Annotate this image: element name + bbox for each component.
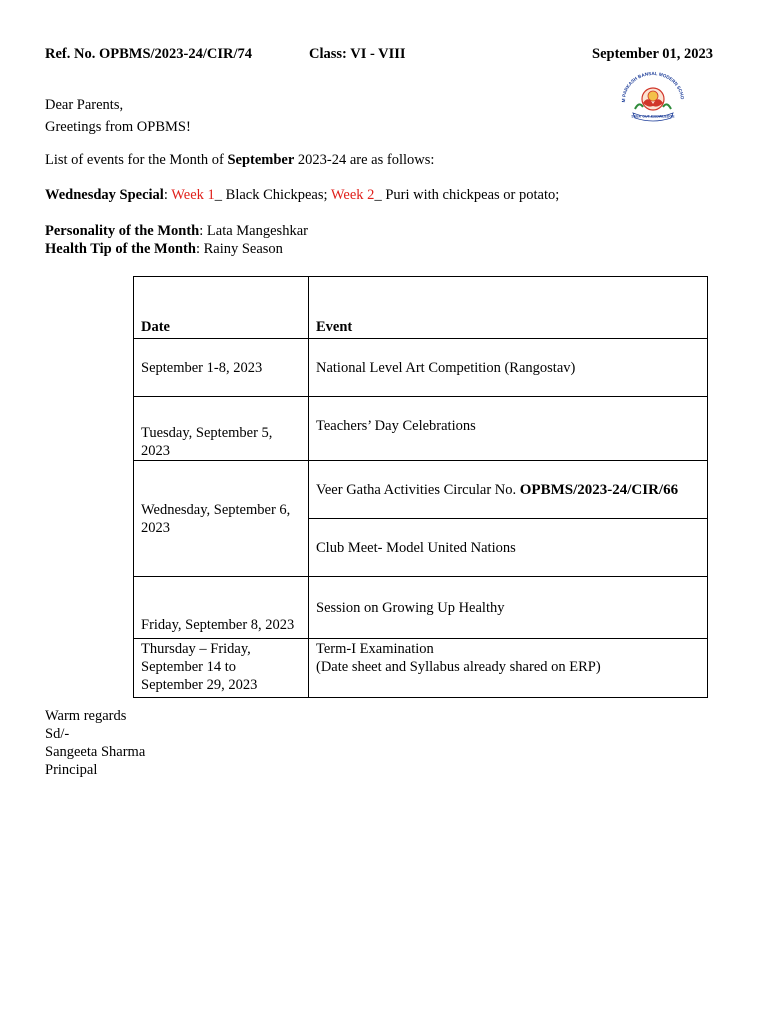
event-name: Teachers’ Day Celebrations bbox=[309, 397, 708, 461]
closing-regards: Warm regards bbox=[45, 708, 127, 724]
personality-line bbox=[45, 223, 308, 240]
date-column-header: Date bbox=[134, 277, 309, 339]
event-note: (Date sheet and Syllabus already shared on ERP) bbox=[316, 659, 601, 675]
week2-text: _ Puri with chickpeas or potato; bbox=[374, 187, 560, 203]
event-column-header: Event bbox=[309, 277, 708, 339]
wednesday-special-label: Wednesday Special bbox=[45, 187, 164, 203]
intro-suffix: 2023-24 are as follows: bbox=[294, 152, 435, 168]
circular-number: OPBMS/2023-24/CIR/66 bbox=[519, 481, 679, 498]
personality-label: Personality of the Month bbox=[45, 223, 200, 239]
table-row bbox=[134, 461, 708, 519]
greeting-line: Greetings from OPBMS! bbox=[45, 119, 191, 135]
event-name-prefix: Veer Gatha Activities Circular No. bbox=[316, 481, 520, 498]
health-tip-line bbox=[45, 241, 283, 258]
table-row bbox=[134, 397, 708, 461]
week1-label: Week 1 bbox=[171, 187, 215, 203]
crest-ribbon-text: SEEK OUT KNOWLEDGE bbox=[631, 114, 675, 119]
closing-signed: Sd/- bbox=[45, 726, 70, 742]
circular-date: September 01, 2023 bbox=[592, 46, 713, 62]
principal-name: Sangeeta Sharma bbox=[45, 744, 146, 760]
class-range: Class: VI - VIII bbox=[309, 46, 406, 62]
crest-arc-text: M PARKASH BANSAL MODERN SCHO bbox=[620, 71, 685, 103]
table-row bbox=[134, 577, 708, 639]
event-name: Session on Growing Up Healthy bbox=[309, 577, 708, 639]
personality-value: : Lata Mangeshkar bbox=[199, 223, 308, 239]
reference-number: Ref. No. OPBMS/2023-24/CIR/74 bbox=[45, 46, 253, 62]
event-name bbox=[309, 461, 708, 519]
event-date: Friday, September 8, 2023 bbox=[134, 577, 309, 639]
health-tip-label: Health Tip of the Month bbox=[45, 241, 196, 257]
event-date: Wednesday, September 6, 2023 bbox=[134, 461, 309, 577]
school-crest-logo bbox=[617, 71, 689, 123]
event-name bbox=[309, 639, 708, 698]
event-name: Club Meet- Model United Nations bbox=[309, 519, 708, 577]
event-date: Tuesday, September 5, 2023 bbox=[134, 397, 309, 461]
table-header-row bbox=[134, 277, 708, 339]
table-row bbox=[134, 339, 708, 397]
intro-line bbox=[45, 152, 434, 169]
wednesday-special-line bbox=[45, 187, 559, 204]
health-tip-value: : Rainy Season bbox=[195, 241, 283, 257]
table-row bbox=[134, 639, 708, 698]
event-name: National Level Art Competition (Rangostav) bbox=[309, 339, 708, 397]
salutation: Dear Parents, bbox=[45, 97, 124, 113]
event-date: Thursday – Friday, September 14 to September 29, 2023 bbox=[134, 639, 309, 698]
events-table bbox=[133, 276, 708, 698]
intro-prefix: List of events for the Month of bbox=[45, 152, 228, 168]
principal-title: Principal bbox=[45, 762, 98, 778]
event-date: September 1-8, 2023 bbox=[134, 339, 309, 397]
intro-month: September bbox=[227, 152, 295, 168]
wednesday-special-colon: : bbox=[163, 187, 172, 203]
event-name-title: Term-I Examination bbox=[316, 641, 434, 657]
week2-label: Week 2 bbox=[330, 187, 375, 203]
week1-text: _ Black Chickpeas; bbox=[214, 187, 331, 203]
